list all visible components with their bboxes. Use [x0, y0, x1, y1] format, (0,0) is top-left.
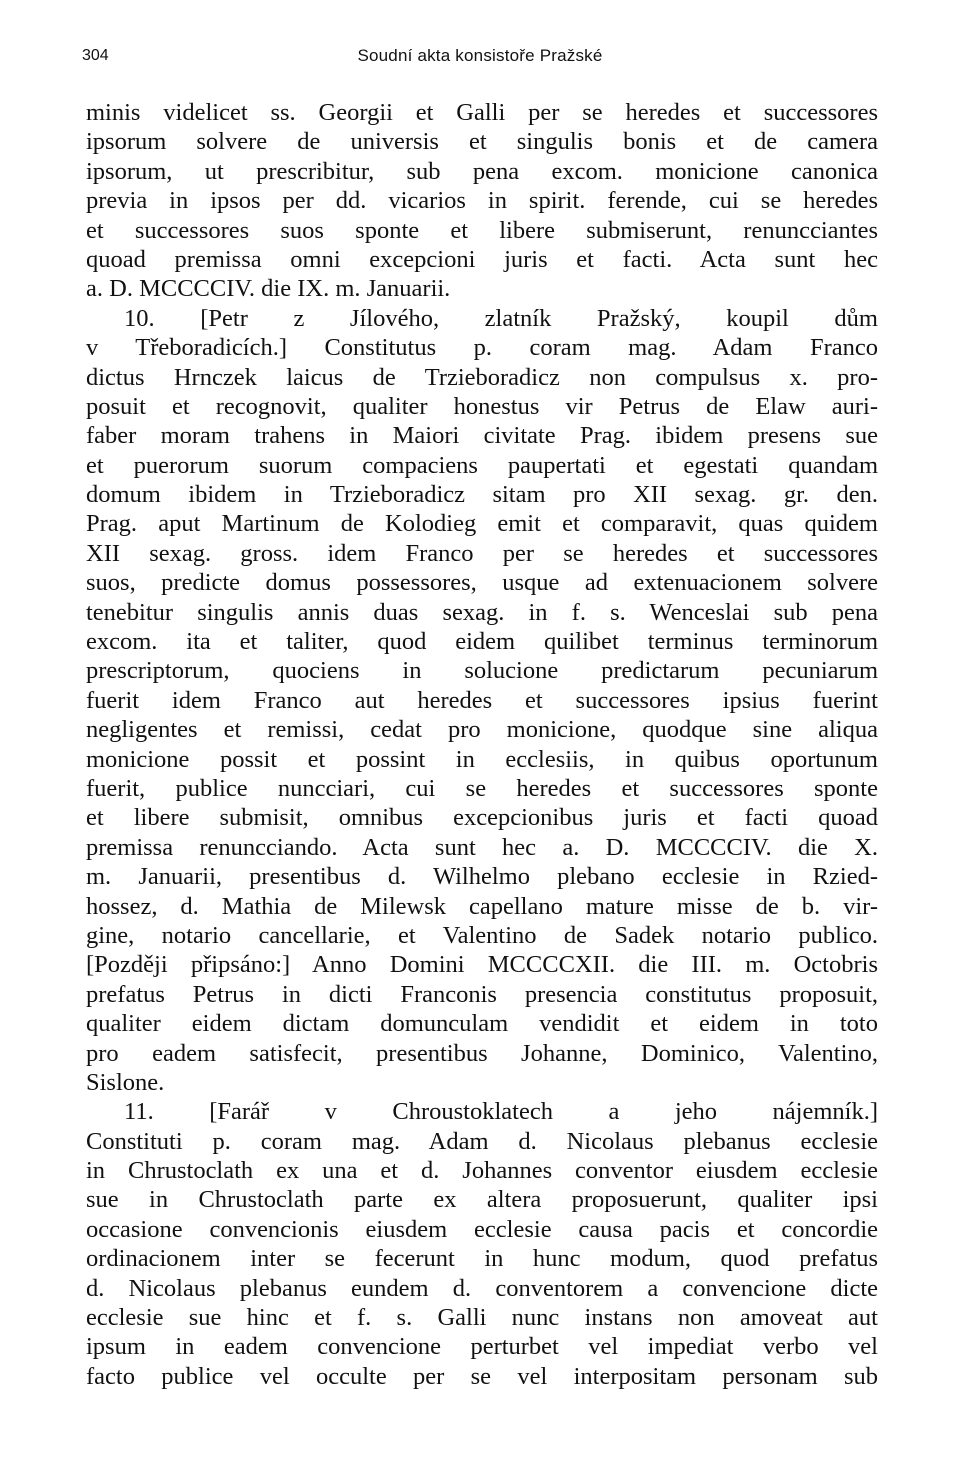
text-line: gine, notario cancellarie, et Valentino de Sadek notario publico. [86, 921, 878, 949]
running-title: Soudní akta konsistoře Pražské [357, 46, 603, 65]
text-line: domum ibidem in Trzieboradicz sitam pro XII sexag. gr. den. [86, 481, 878, 509]
text-line: et successores suos sponte et libere submiserunt, renuncciantes [86, 216, 878, 244]
text-line: fuerit idem Franco aut heredes et successores ipsius fuerint [86, 686, 878, 714]
text-line: prescriptorum, quociens in solucione predictarum pecuniarum [86, 657, 878, 685]
text-line: Prag. aput Martinum de Kolodieg emit et comparavit, quas quidem [86, 510, 878, 538]
text-line: tenebitur singulis annis duas sexag. in f. s. Wenceslai sub pena [86, 598, 878, 626]
text-line: m. Januarii, presentibus d. Wilhelmo plebano ecclesie in Rzied- [86, 863, 878, 891]
text-line: faber moram trahens in Maiori civitate Prag. ibidem presens sue [86, 422, 878, 450]
text-line: d. Nicolaus plebanus eundem d. conventorem a convencione dicte [86, 1274, 878, 1302]
text-line: pro eadem satisfecit, presentibus Johanne, Dominico, Valentino, [86, 1039, 878, 1067]
text-line: in Chrustoclath ex una et d. Johannes conventor eiusdem ecclesie [86, 1157, 878, 1185]
text-line: Constituti p. coram mag. Adam d. Nicolaus plebanus ecclesie [86, 1127, 878, 1155]
text-line: a. D. MCCCCIV. die IX. m. Januarii. [86, 275, 451, 303]
text-line: posuit et recognovit, qualiter honestus vir Petrus de Elaw auri- [86, 392, 878, 420]
text-line: occasione convencionis eiusdem ecclesie causa pacis et concordie [86, 1215, 878, 1243]
text-line: premissa renuncciando. Acta sunt hec a. D. MCCCCIV. die X. [86, 833, 878, 861]
text-line: [Později připsáno:] Anno Domini MCCCCXII. die III. m. Octobris [86, 951, 878, 979]
text-line: negligentes et remissi, cedat pro monicione, quodque sine aliqua [86, 716, 878, 744]
text-line: fuerit, publice nuncciari, cui se heredes et successores sponte [86, 774, 878, 802]
text-line: hossez, d. Mathia de Milewsk capellano mature misse de b. vir- [86, 892, 878, 920]
text-line: ipsorum solvere de universis et singulis bonis et de camera [86, 128, 878, 156]
text-line: et puerorum suorum compaciens paupertati et egestati quandam [86, 451, 878, 479]
text-line: Sislone. [86, 1068, 165, 1096]
text-line: et libere submisit, omnibus excepcionibus juris et facti quoad [86, 804, 878, 832]
text-line: ipsum in eadem convencione perturbet vel impediat verbo vel [86, 1333, 878, 1361]
text-line: dictus Hrnczek laicus de Trzieboradicz non compulsus x. pro- [86, 363, 878, 391]
page-number: 304 [82, 47, 109, 64]
text-line: qualiter eidem dictam domunculam vendidit et eidem in toto [86, 1010, 878, 1038]
text-line: excom. ita et taliter, quod eidem quilibet terminus terminorum [86, 628, 878, 656]
text-line: previa in ipsos per dd. vicarios in spirit. ferende, cui se heredes [86, 187, 878, 215]
text-line: ecclesie sue hinc et f. s. Galli nunc instans non amoveat aut [86, 1304, 878, 1332]
text-line: prefatus Petrus in dicti Franconis presencia constitutus proposuit, [86, 980, 878, 1008]
text-line: sue in Chrustoclath parte ex altera proposuerunt, qualiter ipsi [86, 1186, 878, 1214]
text-line: suos, predicte domus possessores, usque ad extenuacionem solvere [86, 569, 878, 597]
text-line: ordinacionem inter se fecerunt in hunc modum, quod prefatus [86, 1245, 878, 1273]
running-head [82, 44, 878, 68]
text-line: minis videlicet ss. Georgii et Galli per se heredes et successores [86, 99, 878, 126]
body-text [86, 98, 878, 1391]
text-line: monicione possit et possint in ecclesiis, in quibus oportunum [86, 745, 878, 773]
text-line: facto publice vel occulte per se vel interpositam personam sub [86, 1362, 878, 1390]
text-line: XII sexag. gross. idem Franco per se heredes et successores [86, 539, 878, 567]
text-line: v Třeboradicích.] Constitutus p. coram mag. Adam Franco [86, 334, 878, 362]
section-heading-11: 11. [Farář v Chroustoklatech a jeho nájemník.] [124, 1098, 878, 1126]
section-heading-10: 10. [Petr z Jílového, zlatník Pražský, koupil dům [124, 304, 878, 332]
text-line: ipsorum, ut prescribitur, sub pena excom. monicione canonica [86, 157, 878, 185]
text-line: quoad premissa omni excepcioni juris et facti. Acta sunt hec [86, 245, 878, 273]
